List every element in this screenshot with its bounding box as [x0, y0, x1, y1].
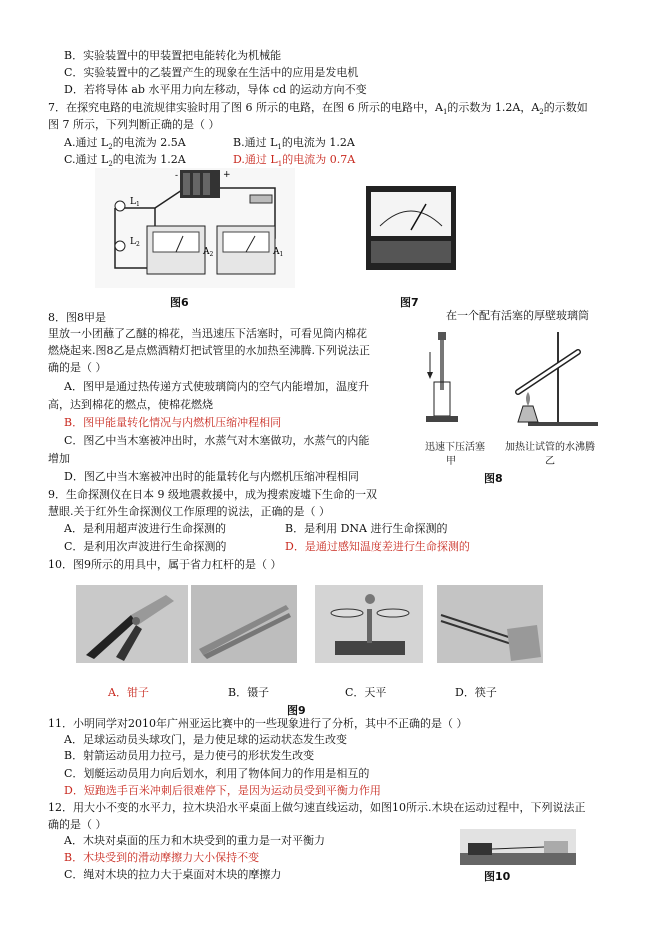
q7-stem: 7．在探究电路的电流规律实验时用了图 6 所示的电路，在图 6 所示的电路中，$A_1$的示数为 1.2A，$A_2$的示数如	[48, 101, 588, 117]
q12-option-c: C．绳对木块的拉力大于桌面对木块的摩擦力	[64, 868, 282, 881]
q9-option-a: A．是利用超声波进行生命探测的	[64, 522, 226, 535]
fig9-caption: 图9	[287, 704, 306, 717]
q11-option-d: D．短跑选手百米冲刺后很难停下，是因为运动员受到平衡力作用	[64, 784, 381, 797]
q7-stem-2: 图 7 所示，下列判断正确的是（ ）	[48, 118, 220, 131]
fig10-caption: 图10	[484, 870, 511, 883]
q6-option-d: D．若将导体 ab 水平用力向左移动，导体 cd 的运动方向不变	[64, 83, 367, 96]
plus-label: +	[223, 170, 231, 180]
q7-option-b: B.通过 $L_1$的电流为 1.2A	[233, 136, 355, 152]
q8-option-d: D．图乙中当木塞被冲出时的能量转化与内燃机压缩冲程相同	[64, 470, 359, 483]
q6-option-b: B．实验装置中的甲装置把电能转化为机械能	[64, 49, 282, 62]
fig7-caption: 图7	[400, 296, 419, 309]
fig9-item-a: A．钳子	[108, 686, 149, 699]
l2-label: $L_2$	[130, 237, 140, 248]
switch-icon	[250, 195, 272, 203]
fig8-jia-letter: 甲	[446, 456, 456, 467]
q10-stem: 10．图9所示的用具中，属于省力杠杆的是（ ）	[48, 558, 282, 571]
q8-stem-3: 燃烧起来.图8乙是点燃酒精灯把试管里的水加热至沸腾.下列说法正	[48, 344, 370, 357]
fig6-caption: 图6	[170, 296, 189, 309]
q8-stem-4: 确的是（ ）	[48, 361, 107, 374]
q6-option-c: C．实验装置中的乙装置产生的现象在生活中的应用是发电机	[64, 66, 359, 79]
svg-text:A1: $A_1$	[273, 247, 284, 258]
hand-icon	[544, 841, 568, 853]
q11-stem: 11．小明同学对2010年广州亚运比赛中的一些现象进行了分析，其中不正确的是（ ）	[48, 717, 468, 730]
fig9-balance-image	[315, 585, 423, 663]
fig8-caption: 图8	[484, 472, 503, 485]
q8-option-c: C．图乙中当木塞被冲出时，水蒸气对木塞做功，水蒸气的内能	[64, 434, 370, 447]
fig9-chopsticks-image	[437, 585, 543, 663]
q8-option-a-2: 高，达到棉花的燃点，使棉花燃烧	[48, 398, 213, 411]
q8-option-c-2: 增加	[48, 452, 70, 465]
q9-option-b: B．是利用 DNA 进行生命探测的	[285, 522, 448, 535]
fig8-image	[418, 322, 608, 444]
q11-option-a: A．足球运动员头球攻门，是力使足球的运动状态发生改变	[64, 733, 347, 746]
fig8-yi-letter: 乙	[545, 456, 555, 467]
wood-block-icon	[468, 843, 492, 855]
q7-option-c: C.通过 $L_2$的电流为 1.2A	[64, 153, 186, 169]
q9-stem-1: 9．生命探测仪在日本 9 级地震救援中，成为搜索废墟下生命的一双	[48, 488, 377, 501]
fig8-yi-label: 加热让试管的水沸腾	[505, 442, 595, 453]
q12-stem-2: 确的是（ ）	[48, 818, 107, 831]
bulb-l1-icon	[115, 201, 125, 211]
q8-stem-1: 8．图8甲是	[48, 311, 106, 324]
fig7-ammeter-image	[366, 186, 456, 270]
q12-stem-1: 12．用大小不变的水平力，拉木块沿水平桌面上做匀速直线运动，如图10所示.木块在运动过程中，下列说法正	[48, 801, 586, 814]
q9-option-c: C．是利用次声波进行生命探测的	[64, 540, 227, 553]
q12-option-b: B．木块受到的滑动摩擦力大小保持不变	[64, 851, 260, 864]
q9-option-d: D．是通过感知温度差进行生命探测的	[285, 540, 470, 553]
svg-text:A2: $A_2$	[203, 247, 214, 258]
fig9-pliers-image	[76, 585, 188, 663]
q7-option-d: D.通过 $L_1$的电流为 0.7A	[233, 153, 356, 169]
q12-option-a: A．木块对桌面的压力和木块受到的重力是一对平衡力	[64, 834, 325, 847]
q8-stem-1b: 在一个配有活塞的厚壁玻璃筒	[446, 309, 589, 322]
q8-option-a: A．图甲是通过热传递方式使玻璃筒内的空气内能增加，温度升	[64, 380, 369, 393]
l1-label: $L_1$	[130, 197, 140, 208]
fig8-jia-label: 迅速下压活塞	[425, 442, 485, 453]
q11-option-c: C．划艇运动员用力向后划水，利用了物体间力的作用是相互的	[64, 767, 370, 780]
bulb-l2-icon	[115, 241, 125, 251]
fig10-image	[460, 829, 576, 865]
alcohol-lamp-icon	[518, 406, 538, 422]
fig9-item-d: D．筷子	[455, 686, 497, 699]
q8-option-b: B．图甲能量转化情况与内燃机压缩冲程相同	[64, 416, 282, 429]
q8-stem-2: 里放一小团蘸了乙醚的棉花，当迅速压下活塞时，可看见筒内棉花	[48, 327, 367, 340]
q9-stem-2: 慧眼.关于红外生命探测仪工作原理的说法，正确的是（ ）	[48, 505, 330, 518]
fig9-tweezers-image	[191, 585, 297, 663]
fig6-circuit-image	[95, 168, 295, 288]
fig9-item-c: C．天平	[345, 686, 387, 699]
q11-option-b: B．射箭运动员用力拉弓，是力使弓的形状发生改变	[64, 749, 315, 762]
fig9-item-b: B．镊子	[228, 686, 270, 699]
minus-label: -	[175, 171, 179, 181]
q7-option-a: A.通过 $L_2$的电流为 2.5A	[64, 136, 186, 152]
